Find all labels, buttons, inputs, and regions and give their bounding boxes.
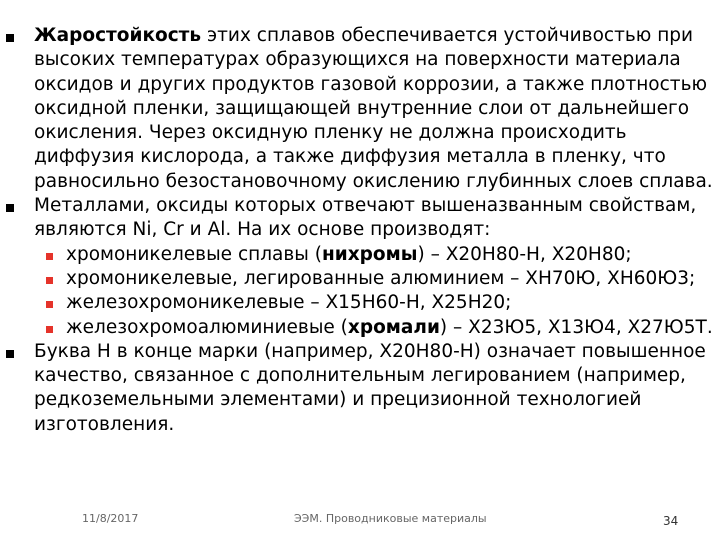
red-bullet-icon bbox=[46, 277, 53, 284]
sub-item-chromal bbox=[6, 316, 718, 340]
bullet-square-icon bbox=[6, 204, 14, 212]
bullet-metals bbox=[6, 194, 718, 243]
footer-title: ЭЭМ. Проводниковые материалы bbox=[294, 512, 487, 525]
slide-content bbox=[6, 24, 718, 437]
sub-item-text: хромоникелевые, легированные алюминием – ХН70Ю, ХН60Ю3; bbox=[66, 267, 696, 289]
sub-item-nichrome bbox=[6, 243, 718, 267]
sub-item-text: хромоникелевые сплавы ( bbox=[66, 243, 322, 265]
sub-item-bold: хромали bbox=[347, 316, 440, 338]
paragraph-letter-h-text: Буква Н в конце марки (например, Х20Н80-Н) означает повышенное качество, связанное с дополнительным легированием (например, редкоземельными элементами) и прецизионной технологией изготовления. bbox=[34, 340, 706, 435]
bullet-heat-resistance bbox=[6, 24, 718, 194]
red-bullet-icon bbox=[46, 326, 53, 333]
bullet-square-icon bbox=[6, 34, 14, 42]
sub-item-iron-chrome-nickel bbox=[6, 291, 718, 315]
sub-item-chrome-nickel-al bbox=[6, 267, 718, 291]
footer-date: 11/8/2017 bbox=[82, 512, 139, 525]
bullet-letter-h bbox=[6, 340, 718, 437]
bullet-square-icon bbox=[6, 350, 14, 358]
red-bullet-icon bbox=[46, 253, 53, 260]
sub-item-text: ) – Х23Ю5, Х13Ю4, Х27Ю5Т. bbox=[439, 316, 713, 338]
sub-item-text: железохромоалюминиевые ( bbox=[66, 316, 348, 338]
term-heat-resistance: Жаростойкость bbox=[34, 25, 202, 46]
paragraph-heat-resistance-text: этих сплавов обеспечивается устойчивостью при высоких температурах образующихся на поверхности материала оксидов и других продуктов газовой коррозии, а также плотностью оксидной пленки, защищающей внутренние слои от дальнейшего окисления. Через оксидную пленку не должна происходить диффузия кислорода, а также диффузия металла в пленку, что равносильно безостановочному окислению глубинных слоев сплава. bbox=[34, 25, 713, 192]
paragraph-metals-text: Металлами, оксиды которых отвечают вышеназванным свойствам, являются Ni, Cr и Al. На их основе производят: bbox=[34, 195, 697, 241]
sub-item-text: ) – Х20Н80-Н, Х20Н80; bbox=[417, 243, 632, 265]
sub-item-bold: нихромы bbox=[321, 243, 418, 265]
sub-item-text: железохромоникелевые – Х15Н60-Н, Х25Н20; bbox=[66, 292, 512, 314]
red-bullet-icon bbox=[46, 301, 53, 308]
page-number: 34 bbox=[663, 514, 679, 528]
